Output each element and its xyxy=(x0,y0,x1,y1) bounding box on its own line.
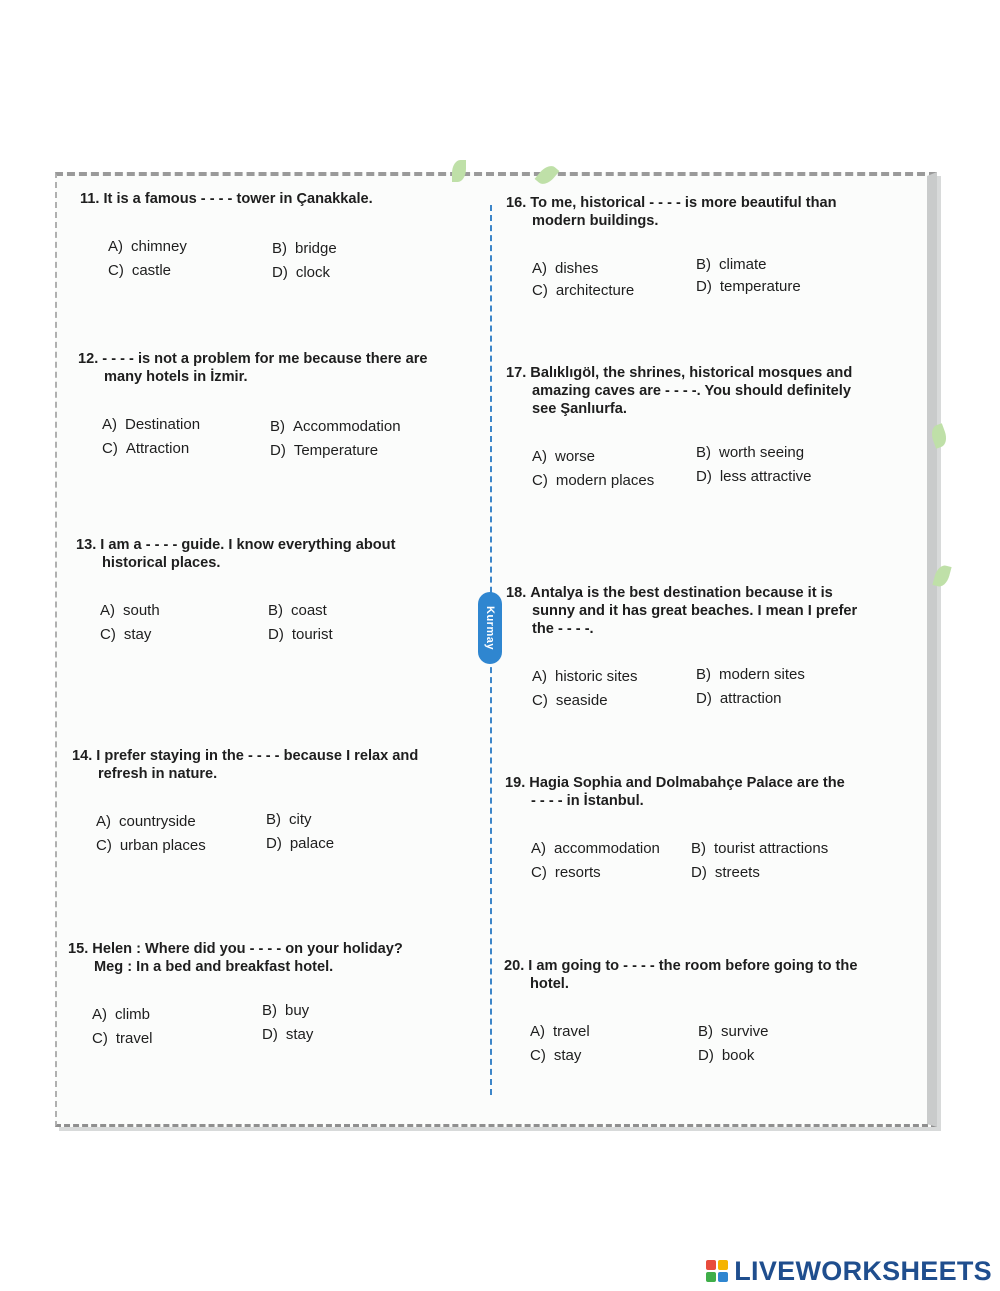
option-text: survive xyxy=(721,1023,769,1040)
option-text: temperature xyxy=(719,278,801,295)
option-text: chimney xyxy=(131,238,187,255)
option-letter: B) xyxy=(262,1002,277,1019)
answer-option-b[interactable] xyxy=(696,442,804,464)
option-text: countryside xyxy=(119,813,196,830)
question-text-line: refresh in nature. xyxy=(98,766,218,782)
question-stem xyxy=(72,747,482,783)
answer-option-d[interactable] xyxy=(272,262,330,284)
question-stem xyxy=(506,364,916,418)
option-letter: C) xyxy=(96,837,112,854)
question-number: 11. xyxy=(80,191,100,207)
option-letter: D) xyxy=(691,864,707,881)
question-text-line: - - - - in İstanbul. xyxy=(531,793,644,809)
option-letter: B) xyxy=(696,666,711,683)
answer-option-a[interactable] xyxy=(532,446,595,468)
option-letter: D) xyxy=(698,1047,714,1064)
question-number: 20. xyxy=(504,958,525,974)
option-letter: C) xyxy=(532,472,548,489)
question-text-line: I prefer staying in the - - - - because I relax and xyxy=(96,748,419,764)
answer-options xyxy=(80,236,490,284)
option-letter: A) xyxy=(532,260,547,277)
question-stem xyxy=(504,957,914,993)
answer-options xyxy=(506,258,916,306)
question-number: 17. xyxy=(506,365,527,381)
option-letter: C) xyxy=(532,282,548,299)
question-11 xyxy=(80,190,490,284)
option-text: stay xyxy=(285,1026,314,1043)
option-letter: C) xyxy=(100,626,116,643)
answer-option-a[interactable] xyxy=(108,236,187,258)
answer-options xyxy=(506,446,916,494)
option-text: resorts xyxy=(554,864,601,881)
question-text-line: many hotels in İzmir. xyxy=(104,369,248,385)
option-text: buy xyxy=(285,1002,310,1019)
option-text: stay xyxy=(123,626,152,643)
option-letter: C) xyxy=(531,864,547,881)
option-letter: B) xyxy=(272,240,287,257)
answer-option-c[interactable] xyxy=(100,624,151,646)
question-number: 16. xyxy=(506,195,527,211)
option-text: palace xyxy=(289,835,335,852)
answer-option-d[interactable] xyxy=(262,1024,313,1046)
option-letter: C) xyxy=(532,692,548,709)
answer-option-c[interactable] xyxy=(96,835,206,857)
question-stem xyxy=(78,350,488,386)
liveworksheets-logo[interactable] xyxy=(706,1256,992,1286)
answer-option-c[interactable] xyxy=(532,280,634,302)
option-text: tourist attractions xyxy=(714,840,829,857)
question-number: 18. xyxy=(506,585,527,601)
answer-options xyxy=(68,1004,478,1052)
question-text-line: Helen : Where did you - - - - on your holiday? xyxy=(92,941,403,957)
answer-option-b[interactable] xyxy=(268,600,327,622)
option-letter: D) xyxy=(266,835,282,852)
question-stem xyxy=(80,190,490,208)
question-20 xyxy=(504,957,914,1069)
question-18 xyxy=(506,584,916,714)
answer-option-d[interactable] xyxy=(698,1045,754,1067)
option-letter: B) xyxy=(698,1023,713,1040)
answer-option-b[interactable] xyxy=(696,254,767,276)
option-text: accommodation xyxy=(554,840,660,857)
answer-option-a[interactable] xyxy=(100,600,160,622)
option-letter: D) xyxy=(270,442,286,459)
option-text: dishes xyxy=(555,260,599,277)
option-text: climb xyxy=(115,1006,151,1023)
question-text-line: the - - - -. xyxy=(532,621,594,637)
question-number: 14. xyxy=(72,748,93,764)
question-stem xyxy=(506,194,916,230)
liveworksheets-squares-icon xyxy=(706,1260,728,1282)
publisher-tab: Kurmay xyxy=(478,592,502,664)
option-text: south xyxy=(123,602,160,619)
option-text: bridge xyxy=(295,240,337,257)
option-letter: A) xyxy=(108,238,123,255)
option-letter: B) xyxy=(268,602,283,619)
answer-option-a[interactable] xyxy=(531,838,660,860)
option-letter: B) xyxy=(270,418,285,435)
question-text-line: It is a famous - - - - tower in Çanakkale. xyxy=(103,191,373,207)
answer-option-c[interactable] xyxy=(108,260,171,282)
option-letter: A) xyxy=(102,416,117,433)
option-text: streets xyxy=(714,864,760,881)
option-text: urban places xyxy=(119,837,206,854)
answer-option-c[interactable] xyxy=(102,438,189,460)
question-text-line: amazing caves are - - - -. You should definitely xyxy=(532,383,851,399)
answer-option-b[interactable] xyxy=(262,1000,309,1022)
question-text-line: I am a - - - - guide. I know everything about xyxy=(100,537,396,553)
option-text: travel xyxy=(553,1023,590,1040)
answer-option-a[interactable] xyxy=(532,258,598,280)
option-letter: D) xyxy=(272,264,288,281)
option-letter: D) xyxy=(696,278,712,295)
answer-option-b[interactable] xyxy=(272,238,337,260)
question-number: 19. xyxy=(505,775,526,791)
question-text-line: sunny and it has great beaches. I mean I prefer xyxy=(532,603,858,619)
question-16 xyxy=(506,194,916,306)
option-text: book xyxy=(721,1047,755,1064)
option-letter: B) xyxy=(266,811,281,828)
answer-options xyxy=(76,600,486,648)
answer-option-a[interactable] xyxy=(92,1004,150,1026)
logo-text: LIVEWORKSHEETS xyxy=(734,1255,992,1286)
question-text-line: Antalya is the best destination because it is xyxy=(530,585,833,601)
question-number: 13. xyxy=(76,537,97,553)
option-text: city xyxy=(289,811,312,828)
option-text: tourist xyxy=(291,626,333,643)
option-letter: A) xyxy=(530,1023,545,1040)
option-text: architecture xyxy=(555,282,635,299)
answer-option-c[interactable] xyxy=(531,862,601,884)
option-text: worse xyxy=(555,448,596,465)
answer-option-c[interactable] xyxy=(532,690,608,712)
option-text: modern places xyxy=(555,472,655,489)
question-17 xyxy=(506,364,916,494)
question-15 xyxy=(68,940,478,1052)
option-letter: A) xyxy=(531,840,546,857)
option-letter: D) xyxy=(268,626,284,643)
option-letter: A) xyxy=(100,602,115,619)
answer-option-a[interactable] xyxy=(532,666,638,688)
option-letter: C) xyxy=(530,1047,546,1064)
option-letter: B) xyxy=(691,840,706,857)
option-letter: B) xyxy=(696,256,711,273)
option-text: Accommodation xyxy=(293,418,401,435)
question-text-line: To me, historical - - - - is more beautiful than xyxy=(530,195,837,211)
answer-option-c[interactable] xyxy=(92,1028,153,1050)
question-14 xyxy=(72,747,482,859)
option-letter: C) xyxy=(102,440,118,457)
answer-option-c[interactable] xyxy=(530,1045,581,1067)
option-text: worth seeing xyxy=(719,444,805,461)
answer-option-a[interactable] xyxy=(96,811,196,833)
question-stem xyxy=(506,584,916,638)
question-13 xyxy=(76,536,486,648)
answer-option-c[interactable] xyxy=(532,470,654,492)
question-text-line: - - - - is not a problem for me because there are xyxy=(102,351,428,367)
option-text: attraction xyxy=(719,690,782,707)
option-text: stay xyxy=(553,1047,582,1064)
option-letter: A) xyxy=(532,668,547,685)
answer-option-d[interactable] xyxy=(270,440,378,462)
answer-option-a[interactable] xyxy=(530,1021,590,1043)
answer-option-b[interactable] xyxy=(698,1021,769,1043)
answer-option-d[interactable] xyxy=(696,466,812,488)
question-text-line: see Şanlıurfa. xyxy=(532,401,627,417)
option-text: historic sites xyxy=(555,668,638,685)
question-stem xyxy=(68,940,478,976)
answer-options xyxy=(506,666,916,714)
option-text: climate xyxy=(719,256,767,273)
option-letter: A) xyxy=(92,1006,107,1023)
answer-option-d[interactable] xyxy=(266,833,334,855)
question-text-line: Balıklıgöl, the shrines, historical mosques and xyxy=(530,365,853,381)
option-text: Attraction xyxy=(125,440,190,457)
answer-option-b[interactable] xyxy=(691,838,828,860)
question-19 xyxy=(505,774,915,886)
option-text: less attractive xyxy=(719,468,812,485)
option-text: seaside xyxy=(555,692,608,709)
question-stem xyxy=(76,536,486,572)
option-text: clock xyxy=(295,264,331,281)
option-text: Temperature xyxy=(293,442,379,459)
option-letter: D) xyxy=(696,690,712,707)
question-text-line: hotel. xyxy=(530,976,569,992)
answer-option-b[interactable] xyxy=(266,809,312,831)
answer-option-a[interactable] xyxy=(102,414,200,436)
option-letter: D) xyxy=(696,468,712,485)
answer-options xyxy=(72,811,482,859)
option-text: modern sites xyxy=(719,666,805,683)
question-stem xyxy=(505,774,915,810)
option-text: coast xyxy=(291,602,327,619)
answer-option-b[interactable] xyxy=(696,664,805,686)
answer-option-d[interactable] xyxy=(268,624,333,646)
option-text: castle xyxy=(131,262,172,279)
question-text-line: Meg : In a bed and breakfast hotel. xyxy=(94,959,334,975)
question-number: 15. xyxy=(68,941,89,957)
question-12 xyxy=(78,350,488,462)
option-letter: B) xyxy=(696,444,711,461)
option-letter: C) xyxy=(92,1030,108,1047)
option-letter: A) xyxy=(96,813,111,830)
answer-option-d[interactable] xyxy=(696,688,782,710)
option-letter: D) xyxy=(262,1026,278,1043)
answer-options xyxy=(78,414,488,462)
answer-option-b[interactable] xyxy=(270,416,401,438)
question-text-line: modern buildings. xyxy=(532,213,659,229)
option-letter: C) xyxy=(108,262,124,279)
answer-option-d[interactable] xyxy=(691,862,760,884)
option-text: travel xyxy=(115,1030,153,1047)
question-text-line: Hagia Sophia and Dolmabahçe Palace are the xyxy=(529,775,845,791)
question-text-line: historical places. xyxy=(102,555,221,571)
question-number: 12. xyxy=(78,351,99,367)
option-text: Destination xyxy=(125,416,201,433)
answer-options xyxy=(504,1021,914,1069)
answer-options xyxy=(505,838,915,886)
answer-option-d[interactable] xyxy=(696,276,801,298)
option-letter: A) xyxy=(532,448,547,465)
question-text-line: I am going to - - - - the room before going to the xyxy=(528,958,858,974)
